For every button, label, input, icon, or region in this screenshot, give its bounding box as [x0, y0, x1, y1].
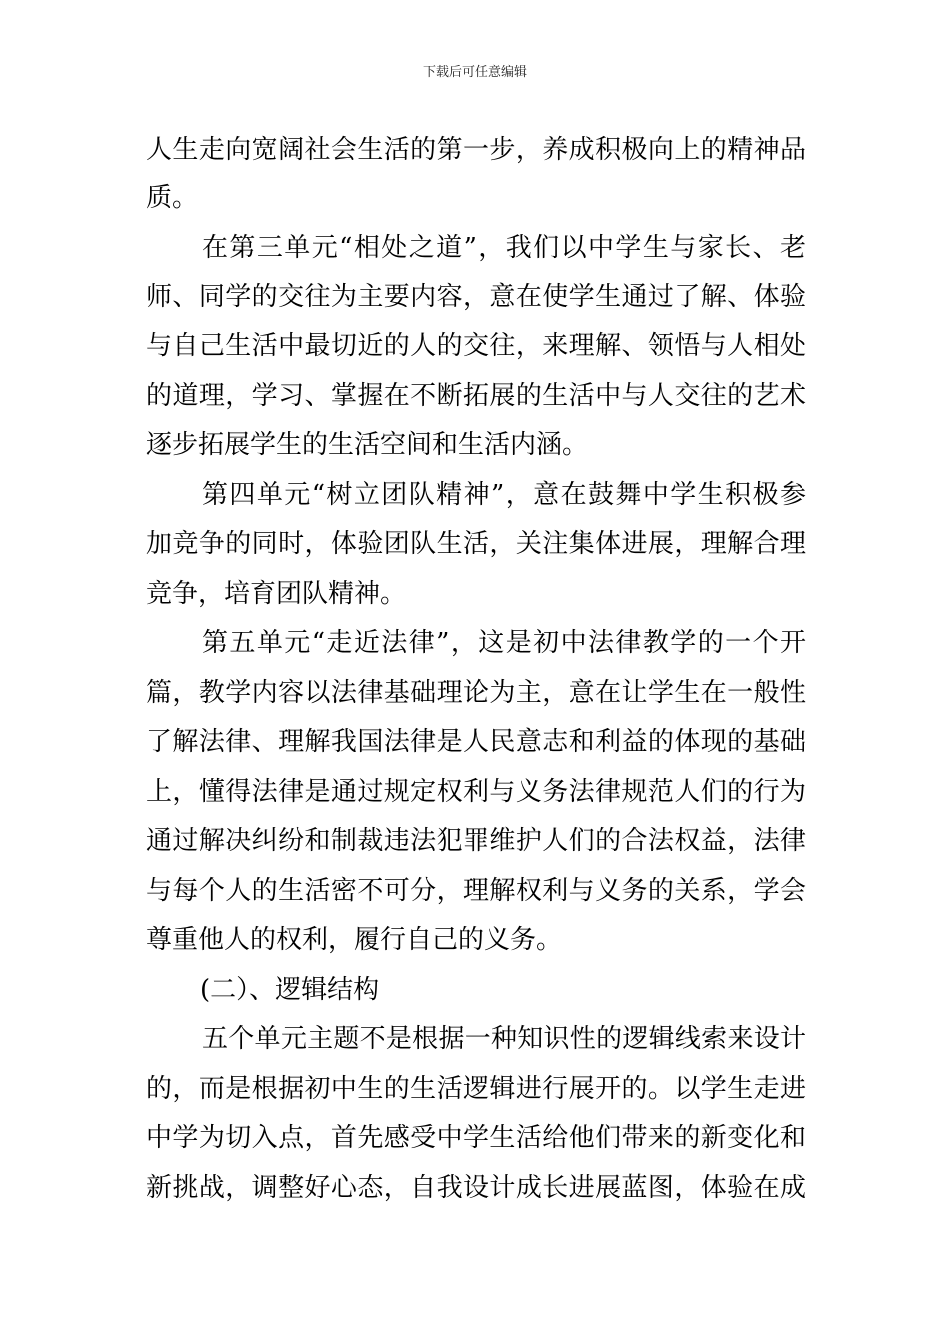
text-line: 在第三单元“相处之道”，我们以中学生与家长、老 — [202, 233, 806, 263]
text-line: 的，而是根据初中生的生活逻辑进行展开的。以学生走进 — [146, 1074, 806, 1104]
text-line: 与自己生活中最切近的人的交往，来理解、领悟与人相处 — [146, 331, 806, 361]
text-line: 尊重他人的权利，履行自己的义务。 — [146, 925, 563, 955]
text-line: 逐步拓展学生的生活空间和生活内涵。 — [146, 430, 589, 460]
text-line: 新挑战，调整好心态，自我设计成长进展蓝图，体验在成 — [146, 1173, 806, 1203]
text-line: 篇，教学内容以法律基础理论为主，意在让学生在一般性 — [146, 678, 806, 708]
section-heading: (二）、逻辑结构 — [200, 975, 380, 1005]
text-line: 竞争，培育团队精神。 — [146, 579, 407, 609]
text-line: 师、同学的交往为主要内容，意在使学生通过了解、体验 — [146, 282, 806, 312]
page-header: 下载后可任意编辑 — [422, 65, 527, 80]
text-line: 五个单元主题不是根据一种知识性的逻辑线索来设计 — [202, 1024, 806, 1054]
text-line: 加竞争的同时，体验团队生活，关注集体进展，理解合理 — [146, 529, 806, 559]
text-line: 通过解决纠纷和制裁违法犯罪维护人们的合法权益，法律 — [146, 826, 806, 856]
text-line: 第四单元“树立团队精神”，意在鼓舞中学生积极参 — [202, 480, 806, 510]
text-line: 与每个人的生活密不可分，理解权利与义务的关系，学会 — [146, 876, 806, 906]
text-line: 第五单元“走近法律”，这是初中法律教学的一个开 — [202, 628, 806, 658]
text-line: 了解法律、理解我国法律是人民意志和利益的体现的基础 — [146, 727, 806, 757]
text-line: 的道理，学习、掌握在不断拓展的生活中与人交往的艺术 — [146, 381, 806, 411]
text-line: 人生走向宽阔社会生活的第一步，养成积极向上的精神品 — [146, 135, 806, 165]
text-line: 中学为切入点，首先感受中学生活给他们带来的新变化和 — [146, 1123, 806, 1153]
text-line: 上，懂得法律是通过规定权利与义务法律规范人们的行为 — [146, 777, 806, 807]
text-line: 质。 — [146, 183, 199, 213]
